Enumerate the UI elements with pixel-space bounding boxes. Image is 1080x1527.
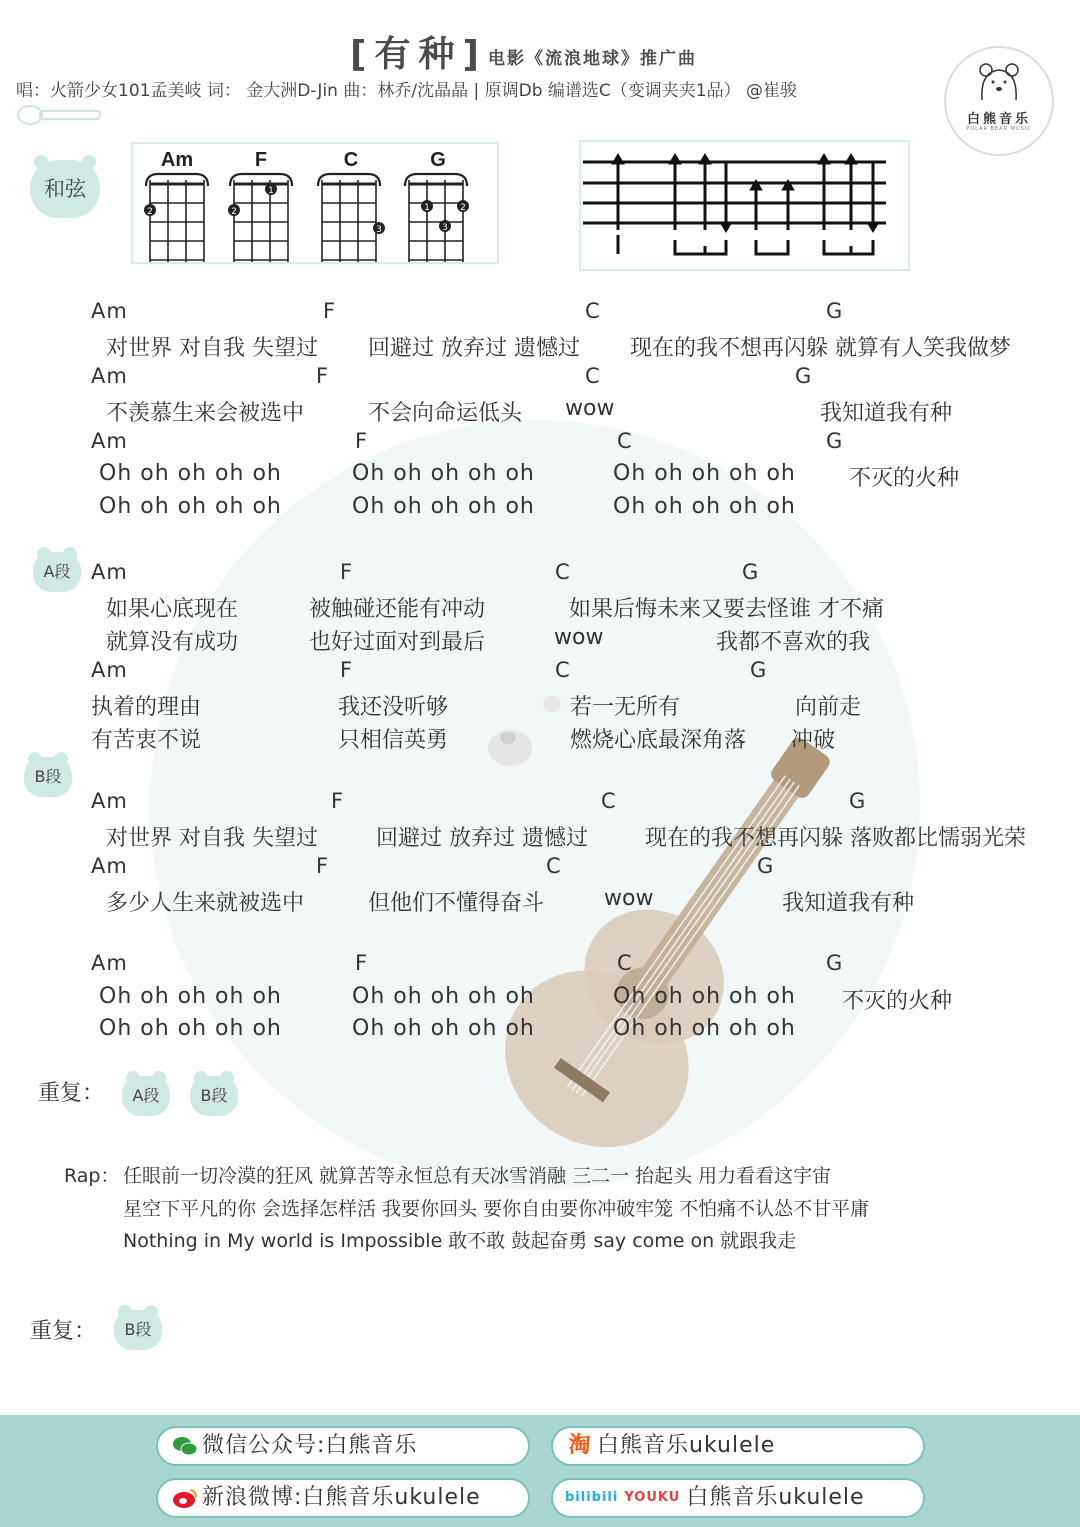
- lyric-line: 现在的我不想再闪躲 就算有人笑我做梦: [630, 336, 1011, 361]
- logo-subtext: POLAR BEAR MUSIC: [966, 126, 1032, 132]
- lyric-line: 回避过 放弃过 遗憾过: [368, 336, 580, 361]
- section-b-badge: B段: [24, 757, 72, 797]
- lyric-line: 就算没有成功: [106, 630, 239, 655]
- strum-up-arrow: [612, 154, 624, 230]
- strum-up-arrow: [818, 154, 830, 230]
- lyric-line: 被触碰还能有冲动: [309, 597, 486, 622]
- svg-text:2: 2: [460, 203, 466, 213]
- chord-label: F: [316, 364, 330, 388]
- strum-down-arrow: [867, 162, 879, 232]
- taobao-text: 白熊音乐ukulele: [597, 1433, 776, 1458]
- chord-name-am: Am: [160, 149, 194, 171]
- lyric-line: 如果心底现在: [106, 597, 239, 622]
- lyric-line: 不灭的火种: [842, 989, 953, 1014]
- repeat-label: 重复：: [38, 1081, 105, 1106]
- chord-diagrams: [133, 144, 497, 262]
- lyric-line: 现在的我不想再闪躲 落败都比懦弱光荣: [645, 826, 1026, 851]
- chord-label: Am: [91, 951, 128, 975]
- lyric-line: wow: [604, 886, 654, 911]
- chord-label: G: [757, 854, 775, 878]
- chord-label: Am: [91, 429, 128, 453]
- lyric-line: 回避过 放弃过 遗憾过: [376, 826, 588, 851]
- lyric-line: Oh oh oh oh oh: [613, 461, 796, 486]
- repeat-badge-a: A段: [122, 1076, 170, 1116]
- repeat-badge-b: B段: [190, 1076, 238, 1116]
- chord-label: F: [340, 658, 354, 682]
- strum-down-arrow: [720, 162, 732, 232]
- svg-text:3: 3: [376, 225, 382, 235]
- bilibili-icon: bilibili: [565, 1490, 619, 1505]
- rap-line: 任眼前一切冷漠的狂风 就算苦等永恒总有天冰雪消融 三二一 抬起头 用力看看这宇宙: [123, 1165, 832, 1187]
- lyric-line: wow: [565, 396, 615, 421]
- fretboard-f: [230, 174, 292, 262]
- lyric-line: 我都不喜欢的我: [716, 630, 871, 655]
- finger-dot-g-2: [457, 200, 469, 213]
- chord-label: Am: [91, 364, 128, 388]
- chord-label: Am: [91, 299, 128, 323]
- lyric-line: 但他们不懂得奋斗: [368, 891, 545, 916]
- chord-label: G: [826, 951, 844, 975]
- chord-name-f: F: [254, 149, 268, 171]
- chord-label: G: [750, 658, 768, 682]
- finger-dot-am-2: [144, 204, 156, 217]
- chord-label: Am: [91, 854, 128, 878]
- lyric-line: Oh oh oh oh oh: [613, 984, 796, 1009]
- chord-label: F: [323, 299, 337, 323]
- finger-dot-f-2: [228, 204, 240, 217]
- svg-text:1: 1: [424, 203, 430, 213]
- lyric-line: wow: [554, 625, 604, 650]
- lyric-line: 对世界 对自我 失望过: [106, 336, 318, 361]
- lyric-line: 若一无所有: [570, 695, 681, 720]
- chord-label: G: [826, 429, 844, 453]
- lyric-line: 不会向命运低头: [368, 401, 523, 426]
- svg-text:1: 1: [268, 186, 274, 196]
- chord-label: G: [795, 364, 813, 388]
- lyric-line: 我知道我有种: [782, 891, 915, 916]
- chord-name-g: G: [430, 149, 446, 171]
- lyric-line: Oh oh oh oh oh: [352, 461, 535, 486]
- lyric-line: 有苦衷不说: [91, 728, 202, 753]
- lyric-line: 不灭的火种: [849, 466, 960, 491]
- youku-icon: YOUKU: [624, 1490, 681, 1505]
- bear-icon: [976, 60, 1022, 104]
- chord-label: F: [316, 854, 330, 878]
- chords-badge: 和弦: [30, 160, 100, 218]
- fretboard-c: [318, 174, 380, 262]
- lyric-line: Oh oh oh oh oh: [99, 1016, 282, 1041]
- finger-dot-c-3: [373, 222, 385, 235]
- lyric-line: 如果后悔未来又要去怪谁 才不痛: [569, 597, 884, 622]
- lyric-line: 多少人生来就被选中: [106, 891, 305, 916]
- chord-label: F: [355, 951, 369, 975]
- chord-label: C: [585, 299, 601, 323]
- lyric-line: Oh oh oh oh oh: [99, 494, 282, 519]
- repeat-label: 重复：: [30, 1319, 97, 1344]
- strumming-pattern: [581, 142, 908, 269]
- lyric-line: 不羡慕生来会被选中: [106, 401, 305, 426]
- chord-label: F: [340, 560, 354, 584]
- bilibili-youku-link[interactable]: [551, 1478, 925, 1518]
- chord-label: C: [617, 951, 633, 975]
- repeat-badge-b: B段: [114, 1310, 162, 1350]
- wechat-icon: [172, 1428, 198, 1464]
- lyric-line: Oh oh oh oh oh: [352, 984, 535, 1009]
- strum-up-arrow: [669, 154, 681, 230]
- chord-label: C: [555, 658, 571, 682]
- lyric-line: 对世界 对自我 失望过: [106, 826, 318, 851]
- chord-label: G: [849, 789, 867, 813]
- taobao-link[interactable]: [551, 1426, 925, 1466]
- lyric-line: 燃烧心底最深角落: [570, 728, 747, 753]
- rap-label: Rap：: [64, 1165, 120, 1187]
- rap-line: Nothing in My world is Impossible 敢不敢 鼓起奋勇 say come on 就跟我走: [123, 1230, 797, 1252]
- chord-name-c: C: [343, 149, 359, 171]
- svg-text:2: 2: [147, 207, 153, 217]
- fretboard-g: [405, 174, 467, 262]
- strum-up-arrow: [845, 154, 857, 230]
- strum-up-arrow: [699, 154, 711, 230]
- chord-label: G: [826, 299, 844, 323]
- logo-text: 白熊音乐: [966, 112, 1031, 127]
- section-a-badge: A段: [33, 552, 81, 592]
- lyric-line: Oh oh oh oh oh: [613, 494, 796, 519]
- lyric-line: 我知道我有种: [820, 401, 953, 426]
- chord-label: C: [555, 560, 571, 584]
- ukulele-illustration: [460, 705, 900, 1175]
- wechat-link[interactable]: [156, 1426, 530, 1466]
- lyric-line: Oh oh oh oh oh: [352, 1016, 535, 1041]
- lyric-line: 执着的理由: [91, 695, 202, 720]
- lyric-line: Oh oh oh oh oh: [613, 1016, 796, 1041]
- lyric-line: 向前走: [795, 695, 862, 720]
- chord-label: Am: [91, 789, 128, 813]
- taobao-icon: 淘: [568, 1433, 592, 1458]
- lyric-line: Oh oh oh oh oh: [99, 461, 282, 486]
- svg-text:3: 3: [442, 223, 448, 233]
- chord-label: G: [742, 560, 760, 584]
- rap-line: 星空下平凡的你 会选择怎样活 我要你回头 要你自由要你冲破牢笼 不怕痛不认怂不甘平庸: [123, 1198, 870, 1220]
- lyric-line: 也好过面对到最后: [309, 630, 486, 655]
- chord-label: C: [546, 854, 562, 878]
- song-title: [有种]: [350, 34, 487, 75]
- weibo-link[interactable]: [156, 1478, 530, 1518]
- polar-bear-logo: [944, 46, 1054, 156]
- lyric-line: Oh oh oh oh oh: [99, 984, 282, 1009]
- finger-dot-g-3: [439, 220, 451, 233]
- lyric-line: 冲破: [791, 728, 836, 753]
- chord-label: F: [355, 429, 369, 453]
- fretboard-am: [146, 174, 208, 262]
- chord-label: Am: [91, 560, 128, 584]
- weibo-text: 新浪微博:白熊音乐ukulele: [202, 1485, 481, 1510]
- svg-text:2: 2: [231, 207, 237, 217]
- chord-label: Am: [91, 658, 128, 682]
- finger-dot-g-1: [421, 200, 433, 213]
- lyric-line: 只相信英勇: [338, 728, 449, 753]
- chord-diagrams-panel: [131, 142, 499, 264]
- strumming-pattern-panel: [579, 140, 910, 271]
- lyric-line: Oh oh oh oh oh: [352, 494, 535, 519]
- lyric-line: 我还没听够: [338, 695, 449, 720]
- finger-dot-f-1: [265, 183, 277, 196]
- song-credits: 唱：火箭少女101孟美岐 词： 金大洲D-Jin 曲：林乔/沈晶晶 | 原调Db 编谱选C（变调夹夹1品） @崔骏: [16, 81, 797, 101]
- weibo-icon: [172, 1480, 198, 1516]
- chord-label: F: [331, 789, 345, 813]
- chord-label: C: [617, 429, 633, 453]
- chord-label: C: [585, 364, 601, 388]
- song-subtitle: 电影《流浪地球》推广曲: [488, 49, 697, 69]
- bilibili-youku-text: 白熊音乐ukulele: [686, 1485, 865, 1510]
- wechat-text: 微信公众号:白熊音乐: [202, 1433, 418, 1458]
- ukulele-icon: [10, 100, 110, 130]
- chord-label: C: [601, 789, 617, 813]
